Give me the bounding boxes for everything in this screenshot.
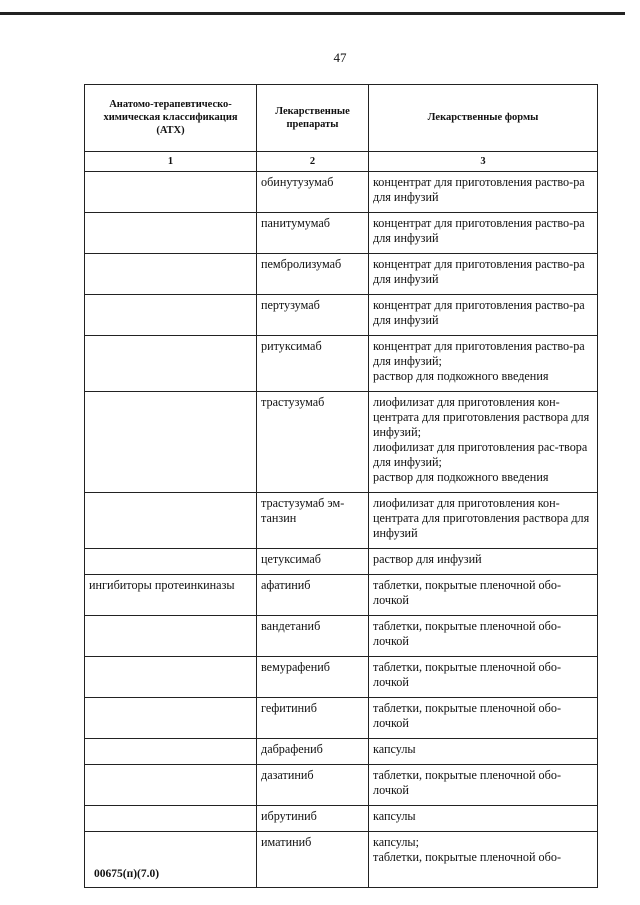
table-row (85, 254, 598, 295)
header-drugs: Лекарственные препараты (257, 85, 369, 152)
column-number-row (85, 152, 598, 172)
atc-cell (85, 739, 257, 765)
drug-cell: гефитиниб (257, 698, 369, 739)
drug-cell: ибрутиниб (257, 806, 369, 832)
form-line: таблетки, покрытые пленочной обо-лочкой (373, 578, 562, 607)
drug-cell: афатиниб (257, 575, 369, 616)
form-line: концентрат для приготовления раство-ра для инфузий (373, 298, 585, 327)
table-row (85, 657, 598, 698)
forms-cell (369, 549, 598, 575)
drug-cell: дазатиниб (257, 765, 369, 806)
table-row (85, 765, 598, 806)
footer-code: 00675(п)(7.0) (94, 868, 160, 880)
forms-cell (369, 698, 598, 739)
header-forms: Лекарственные формы (369, 85, 598, 152)
form-line: таблетки, покрытые пленочной обо-лочкой (373, 701, 562, 730)
forms-cell (369, 336, 598, 392)
column-number-1: 1 (85, 152, 257, 172)
drug-cell: вандетаниб (257, 616, 369, 657)
atc-cell (85, 549, 257, 575)
table-row (85, 806, 598, 832)
form-line: концентрат для приготовления раство-ра для инфузий (373, 216, 585, 245)
form-line: концентрат для приготовления раство-ра для инфузий (373, 175, 585, 204)
forms-cell (369, 616, 598, 657)
drug-table (84, 84, 598, 888)
atc-cell (85, 336, 257, 392)
table-row (85, 698, 598, 739)
form-line: раствор для инфузий (373, 552, 482, 566)
atc-cell (85, 392, 257, 493)
form-line: лиофилизат для приготовления кон-центрата для приготовления раствора для инфузий; (373, 395, 590, 439)
forms-cell (369, 575, 598, 616)
atc-cell (85, 493, 257, 549)
atc-cell (85, 295, 257, 336)
table-row (85, 336, 598, 392)
atc-cell (85, 698, 257, 739)
table-row (85, 575, 598, 616)
forms-cell (369, 172, 598, 213)
drug-cell: иматиниб (257, 832, 369, 888)
table-row (85, 832, 598, 888)
form-line: капсулы (373, 742, 416, 756)
form-line: таблетки, покрытые пленочной обо-лочкой (373, 619, 562, 648)
forms-cell (369, 806, 598, 832)
atc-cell (85, 254, 257, 295)
header-atc: Анатомо-терапевтическо-химическая классификация (АТХ) (85, 85, 257, 152)
atc-cell (85, 172, 257, 213)
drug-cell: обинутузумаб (257, 172, 369, 213)
forms-cell (369, 832, 598, 888)
table-header-row (85, 85, 598, 152)
table-row (85, 172, 598, 213)
atc-cell (85, 213, 257, 254)
atc-cell (85, 657, 257, 698)
table-row (85, 392, 598, 493)
form-line: таблетки, покрытые пленочной обо- (373, 850, 562, 864)
forms-cell (369, 295, 598, 336)
form-line: концентрат для приготовления раство-ра для инфузий; (373, 339, 585, 368)
forms-cell (369, 657, 598, 698)
form-line: лиофилизат для приготовления кон-центрата для приготовления раствора для инфузий (373, 496, 590, 540)
drug-cell: пембролизумаб (257, 254, 369, 295)
table-row (85, 739, 598, 765)
form-line: лиофилизат для приготовления рас-твора для инфузий; (373, 440, 588, 469)
atc-cell (85, 616, 257, 657)
drug-cell: дабрафениб (257, 739, 369, 765)
form-line: таблетки, покрытые пленочной обо-лочкой (373, 768, 562, 797)
form-line: концентрат для приготовления раство-ра для инфузий (373, 257, 585, 286)
form-line: таблетки, покрытые пленочной обо-лочкой (373, 660, 562, 689)
forms-cell (369, 392, 598, 493)
drug-cell: трастузумаб эм-танзин (257, 493, 369, 549)
atc-cell (85, 765, 257, 806)
column-number-2: 2 (257, 152, 369, 172)
table-row (85, 493, 598, 549)
drug-cell: цетуксимаб (257, 549, 369, 575)
table-row (85, 213, 598, 254)
forms-cell (369, 213, 598, 254)
atc-cell (85, 806, 257, 832)
forms-cell (369, 739, 598, 765)
atc-cell: ингибиторы протеинкиназы (85, 575, 257, 616)
drug-cell: трастузумаб (257, 392, 369, 493)
form-line: раствор для подкожного введения (373, 369, 549, 383)
form-line: капсулы; (373, 835, 419, 849)
table-body (85, 172, 598, 888)
page-number: 47 (333, 50, 347, 65)
forms-cell (369, 254, 598, 295)
top-rule (0, 12, 625, 15)
drug-cell: вемурафениб (257, 657, 369, 698)
forms-cell (369, 765, 598, 806)
drug-cell: пертузумаб (257, 295, 369, 336)
form-line: капсулы (373, 809, 416, 823)
drug-cell: панитумумаб (257, 213, 369, 254)
table-row (85, 616, 598, 657)
forms-cell (369, 493, 598, 549)
table-row (85, 549, 598, 575)
drug-cell: ритуксимаб (257, 336, 369, 392)
table-row (85, 295, 598, 336)
form-line: раствор для подкожного введения (373, 470, 549, 484)
column-number-3: 3 (369, 152, 598, 172)
